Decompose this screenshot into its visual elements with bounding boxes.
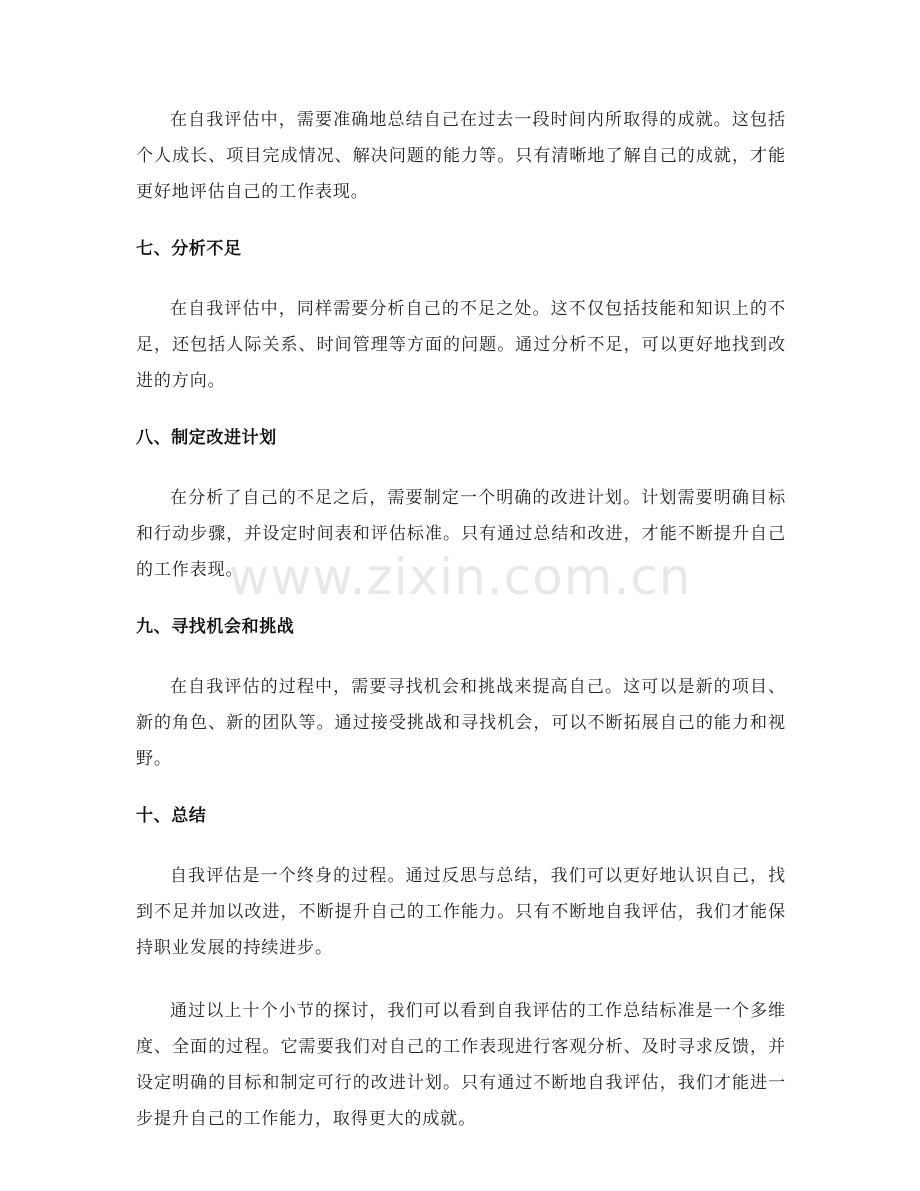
heading-analyze-shortcomings: 七、分析不足 [136,239,242,259]
paragraph-summary: 自我评估是一个终身的过程。通过反思与总结，我们可以更好地认识自己，找到不足并加以改进，不断提升自己的工作能力。只有不断地自我评估，我们才能保持职业发展的持续进步。 [136,866,786,958]
heading-summary: 十、总结 [136,806,207,826]
watermark-text: www.zixin.com.cn [228,548,692,606]
document-body [136,102,786,1164]
paragraph-achievements: 在自我评估中，需要准确地总结自己在过去一段时间内所取得的成就。这包括个人成长、项目完成情况、解决问题的能力等。只有清晰地了解自己的成就，才能更好地评估自己的工作表现。 [136,110,786,202]
heading-improvement-plan: 八、制定改进计划 [136,428,277,448]
paragraph-opportunities: 在自我评估的过程中，需要寻找机会和挑战来提高自己。这可以是新的项目、新的角色、新的团队等。通过接受挑战和寻找机会，可以不断拓展自己的能力和视野。 [136,677,786,769]
paragraph-conclusion: 通过以上十个小节的探讨，我们可以看到自我评估的工作总结标准是一个多维度、全面的过程。它需要我们对自己的工作表现进行客观分析、及时寻求反馈，并设定明确的目标和制定可行的改进计划。只有通过不断地自我评估，我们才能进一步提升自己的工作能力，取得更大的成就。 [136,1001,786,1129]
heading-opportunities: 九、寻找机会和挑战 [136,617,295,637]
paragraph-shortcomings: 在自我评估中，同样需要分析自己的不足之处。这不仅包括技能和知识上的不足，还包括人际关系、时间管理等方面的问题。通过分析不足，可以更好地找到改进的方向。 [136,299,786,391]
paragraph-improvement-plan: 在分析了自己的不足之后，需要制定一个明确的改进计划。计划需要明确目标和行动步骤，并设定时间表和评估标准。只有通过总结和改进，才能不断提升自己的工作表现。 [136,488,786,580]
